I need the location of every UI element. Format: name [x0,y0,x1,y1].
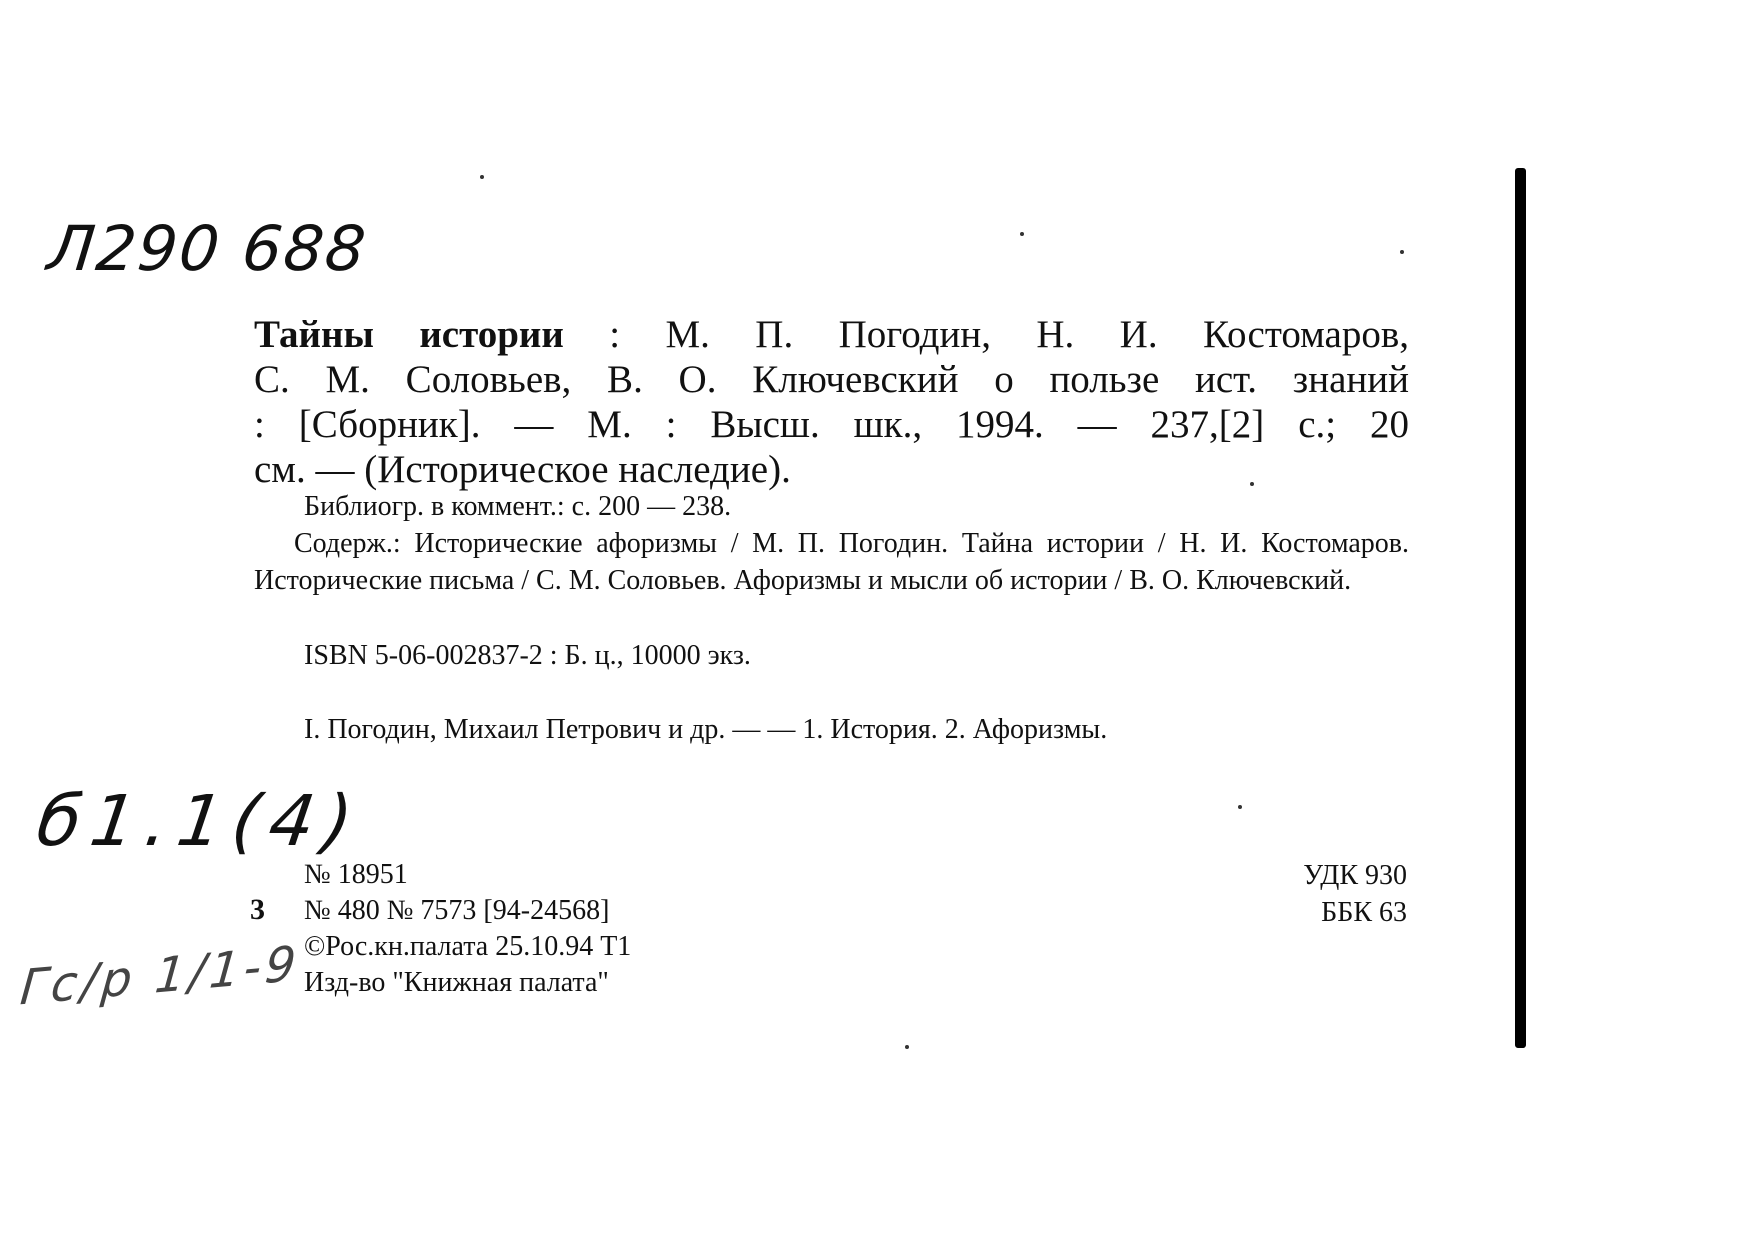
entry-line-1 [254,312,1409,357]
bbk-code: ББК 63 [1321,897,1407,928]
tracing-line: I. Погодин, Михаил Петрович и др. — — 1. История. 2. Афоризмы. [304,714,1108,745]
handwritten-inventory-number: Л290 688 [44,212,371,285]
scan-speck [1250,482,1254,486]
scan-speck [1020,232,1024,236]
card-marker: 3 [250,893,265,926]
contents-note [254,525,1409,599]
scan-speck [905,1045,909,1049]
card-edge-rule [1515,168,1526,1048]
order-line: № 480 № 7573 [94-24568] [304,895,610,926]
entry-series: см. — (Историческое наследие). [254,448,791,491]
entry-line-2: С. М. Соловьев, В. О. Ключевский о пользе ист. знаний [254,358,1409,401]
footer-right [1303,857,1407,931]
isbn-line: ISBN 5-06-002837-2 : Б. ц., 10000 экз. [304,640,751,671]
entry-heading: Тайны истории [254,313,564,356]
contents-text: Содерж.: Исторические афоризмы / М. П. Погодин. Тайна истории / Н. И. Костомаров. Исторические письма / С. М. Соловьев. Афоризмы и мысли об истории / В. О. Ключевский. [254,528,1409,596]
handwritten-classification: б1.1(4) [32,780,368,862]
scan-speck [1400,250,1404,254]
udc-code: УДК 930 [1303,860,1407,891]
scan-speck [1238,805,1242,809]
publisher-line: Изд-во "Книжная палата" [304,967,609,998]
entry-line-3: : [Сборник]. — М. : Высш. шк., 1994. — 237,[2] с.; 20 [254,403,1409,446]
entry-responsibility: : М. П. Погодин, Н. И. Костомаров, [563,313,1409,356]
handwritten-shelf-note: Гс/р 1/1-9 [18,935,303,1017]
bibliographic-entry [254,312,1409,492]
copyright-line: ©Рос.кн.палата 25.10.94 Т1 [304,931,632,962]
footer-left [304,857,631,1001]
scan-speck [480,175,484,179]
card-number: № 18951 [304,859,408,890]
bibliography-note: Библиогр. в коммент.: с. 200 — 238. [304,491,732,522]
